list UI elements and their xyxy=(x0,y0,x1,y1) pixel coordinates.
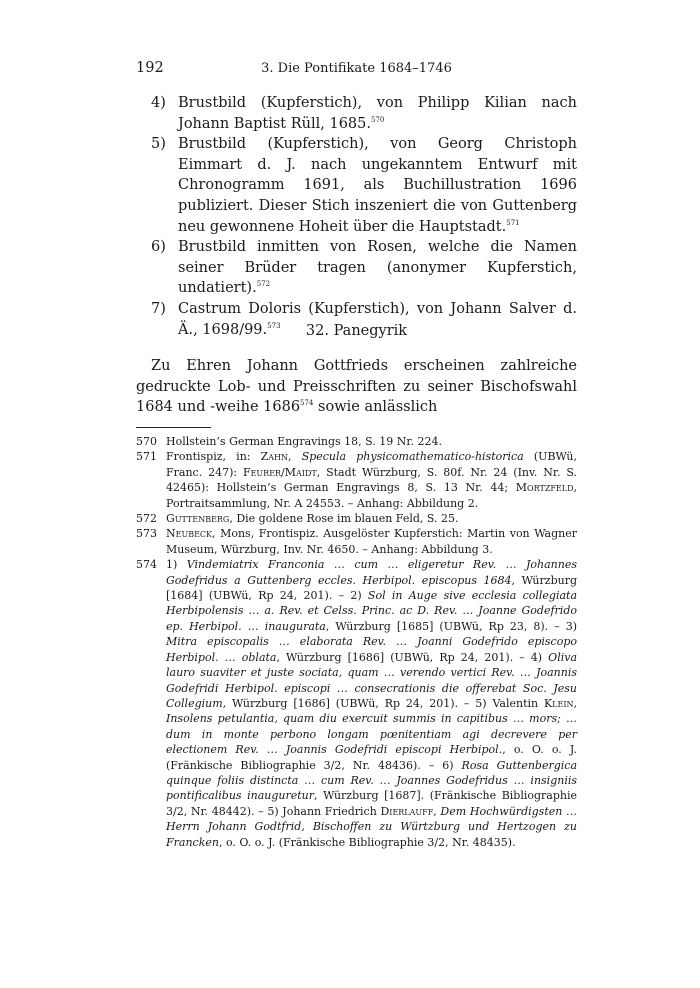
author-name: Dierlauff xyxy=(380,804,434,818)
text-run: , xyxy=(573,696,577,710)
footnote xyxy=(136,434,577,449)
footnote-text xyxy=(166,450,577,509)
footnote-ref[interactable]: 574 xyxy=(300,399,314,408)
list-item xyxy=(136,93,577,134)
page-header xyxy=(136,60,577,82)
text-run: , Würzburg [1684] (UBWü, Rp 24, 201). – 2) xyxy=(166,573,577,603)
footnote xyxy=(136,511,577,526)
footnote-text xyxy=(166,527,577,555)
list-item-text: Brustbild (Kupferstich), von Philipp Kilian nach Johann Baptist Rüll, 1685. xyxy=(178,95,577,132)
footnote-ref[interactable]: 572 xyxy=(256,280,271,289)
work-title: Sol in Auge sive ecclesia collegiata Herbipolensis … a. Rev. et Celss. Princ. ac D. Rev. … Joanne Godefrido ep. Herbipol. … inaugurata xyxy=(166,589,578,633)
text-run: , xyxy=(433,804,441,818)
footnote-ref[interactable]: 571 xyxy=(506,218,520,227)
list-item-number: 4) xyxy=(151,95,166,111)
text-run: , Würzburg [1686] (UBWü, Rp 24, 201). – 5) Valentin xyxy=(222,696,544,710)
section-title: 32. Panegyrik xyxy=(305,323,408,339)
footnote xyxy=(136,557,577,850)
footnote-number: 574 xyxy=(136,558,157,572)
list-item xyxy=(136,134,577,237)
text-run: 1) xyxy=(166,558,187,572)
work-title: Vindemiatrix Franconia … cum … eligeretur Rev. … Johannes Godefridus a Guttenberg eccles. Herbipol. episcopus 1684 xyxy=(166,558,577,587)
list-item xyxy=(136,237,577,299)
footnotes xyxy=(136,434,577,850)
author-name: Mortzfeld xyxy=(515,481,574,495)
footnote-separator xyxy=(136,427,211,428)
text-run: , Die goldene Rose im blauen Feld, S. 25. xyxy=(229,512,459,526)
work-title: Mitra episcopalis … elaborata Rev. … Joanni Godefrido episcopo Herbipol. … oblata xyxy=(166,635,577,664)
footnote-number: 573 xyxy=(136,527,157,541)
list-item-number: 7) xyxy=(151,300,166,317)
text-run: , Portraitsammlung, Nr. A 24553. – Anhang: Abbildung 2. xyxy=(166,481,577,510)
footnote-number: 571 xyxy=(136,450,157,464)
body-paragraph xyxy=(136,356,577,418)
footnote-text xyxy=(166,558,577,848)
body-text: sowie anlässlich xyxy=(313,399,438,416)
work-title: Specula physicomathematico-historica xyxy=(301,450,524,464)
text-run: , xyxy=(288,450,302,464)
text-run: , Würzburg [1685] (UBWü, Rp 23, 8). – 3) xyxy=(325,619,577,633)
text-run: , o. O. o. J. (Fränkische Bibliographie 3/2, Nr. 48435). xyxy=(218,835,516,849)
footnote-text xyxy=(166,512,459,525)
body-text: Zu Ehren Johann Gottfrieds erscheinen zahlreiche gedruckte Lob- und Preisschriften zu seiner Bischofswahl 1684 und -weihe 1686 xyxy=(136,358,577,416)
text-run: , Stadt Würzburg, S. 80f. Nr. 24 (Inv. Nr. S. 42465): Hollstein’s German Engravings 8, S. 13 Nr. 44; xyxy=(166,465,577,495)
text-run: , Mons, Frontispiz. Ausgelöster Kupferstich: Martin von Wagner Museum, Würzburg, Inv. Nr. 4650. – Anhang: Abbildung 3. xyxy=(166,527,577,556)
text-run: , Würzburg [1687]. (Fränkische Bibliographie 3/2, Nr. 48442). – 5) Johann Friedrich xyxy=(166,789,578,818)
illustration-list xyxy=(136,93,577,340)
running-head: 3. Die Pontifikate 1684–1746 xyxy=(261,61,452,76)
footnote-ref[interactable]: 573 xyxy=(267,321,281,330)
text-run: , Würzburg [1686] (UBWü, Rp 24, 201). – 4) xyxy=(276,650,549,664)
footnote xyxy=(136,526,577,557)
footnote-text: Hollstein’s German Engravings 18, S. 19 Nr. 224. xyxy=(166,435,442,448)
text-run: (UBWü, Franc. 247): xyxy=(166,450,577,479)
footnote-number: 570 xyxy=(136,435,157,448)
author-name: Guttenberg xyxy=(166,512,230,526)
work-title: Rosa Guttenbergica quinque foliis distincta … cum Rev. … Joannes Godefridus … insigniis pontificalibus inauguretur xyxy=(166,758,578,803)
list-item-text: Brustbild inmitten von Rosen, welche die Namen seiner Brüder tragen (anonymer Kupferstich, undatiert). xyxy=(178,239,577,297)
text-run: Frontispiz, in: xyxy=(166,450,261,464)
list-item-text: Brustbild (Kupferstich), von Georg Christoph Eimmart d. J. nach ungekanntem Entwurf mit Chronogramm 1691, als Buchillustration 1696 publiziert. Dieser Stich inszeniert die von Guttenberg neu gewonnene Hoheit über die Hauptstadt. xyxy=(178,136,577,235)
footnote-ref[interactable]: 570 xyxy=(371,115,385,124)
author-name: Neubeck xyxy=(166,527,213,541)
footnote-number: 572 xyxy=(136,512,157,526)
work-title: Insolens petulantia, quam diu exercuit summis in capitibus … mors; … dum in monte perbono longam pœnitentiam agi decrevere per electionem Rev. … Joannis Godefridi episcopi Herbipol. xyxy=(166,712,577,757)
footnote xyxy=(136,449,577,511)
list-item-number: 5) xyxy=(151,136,166,153)
author-name: Klein xyxy=(543,696,574,710)
author-name: Feurer/Maidt xyxy=(242,465,317,479)
work-title: Oliva lauro suaviter et juste sociata, quam … verendo vertici Rev. … Joannis Godefridi Herbipol. episcopi … consecrationis die offerebat Soc. Jesu Collegium xyxy=(166,650,577,710)
work-title: Dem Hochwürdigsten … Herrn Johann Godtfrid, Bischoffen zu Würtzburg und Hertzogen zu Francken xyxy=(166,804,578,849)
page-number: 192 xyxy=(136,60,164,76)
list-item-text: Castrum Doloris (Kupferstich), von Johann Salver d. Ä., 1698/99. xyxy=(178,300,577,338)
author-name: Zahn xyxy=(260,450,289,464)
list-item-number: 6) xyxy=(151,239,166,256)
text-run: , o. O. o. J. (Fränkische Bibliographie 3/2, Nr. 48436). – 6) xyxy=(166,743,577,772)
